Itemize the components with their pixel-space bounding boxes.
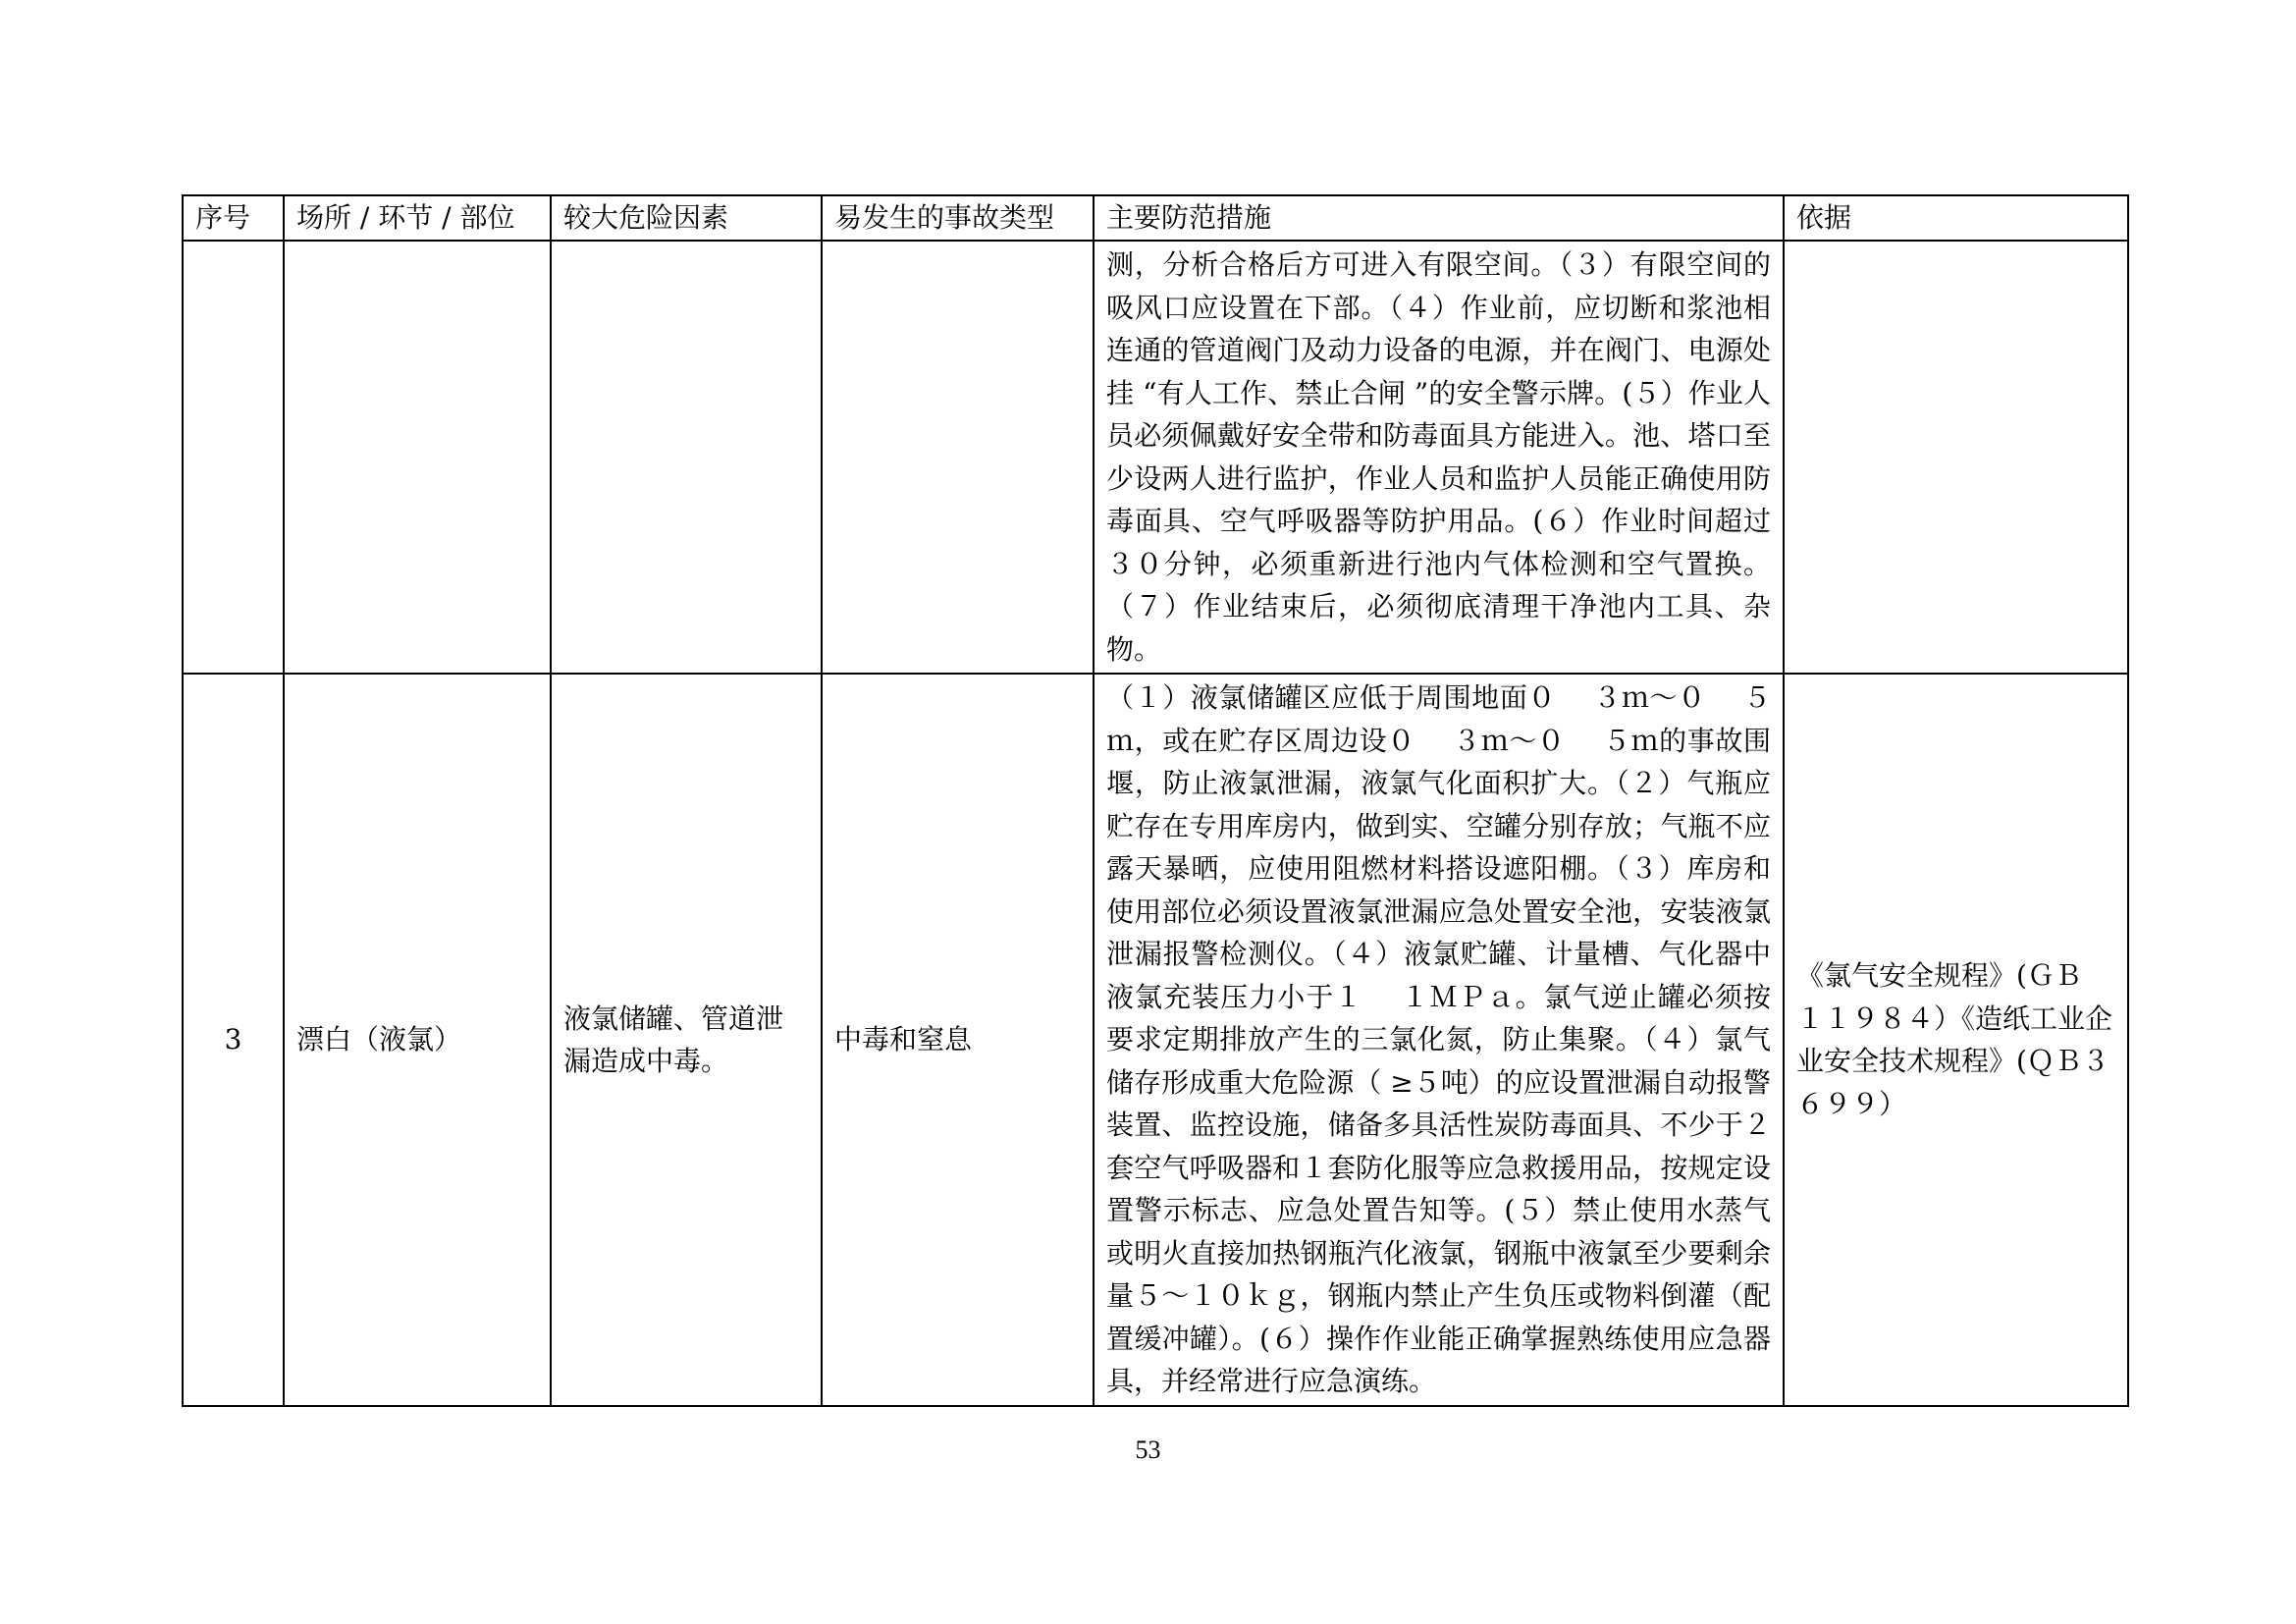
header-basis: 依据 [1784,195,2128,241]
page-number: 53 [1135,1435,1161,1464]
table-header-row [183,195,2128,241]
cell-place [284,241,551,674]
cell-basis [1784,241,2128,674]
header-accident-type: 易发生的事故类型 [822,195,1094,241]
hazard-table [182,194,2129,1407]
cell-accident-type: 中毒和窒息 [822,674,1094,1406]
cell-hazard [551,241,822,674]
table-row [183,241,2128,674]
cell-no: 3 [183,674,284,1406]
header-place: 场所 / 环节 / 部位 [284,195,551,241]
table-row [183,674,2128,1406]
header-measures: 主要防范措施 [1094,195,1784,241]
cell-place: 漂白（液氯） [284,674,551,1406]
cell-measures: 测，分析合格后方可进入有限空间。（３）有限空间的吸风口应设置在下部。（４）作业前，应切断和浆池相连通的管道阀门及动力设备的电源，并在阀门、电源处挂 “有人工作、禁止合闸 ”的安全警示牌。(５）作业人员必须佩戴好安全带和防毒面具方能进入。池、塔口至少设两人进行监护，作业人员和监护人员能正确使用防毒面具、空气呼吸器等防护用品。(６）作业时间超过３０分钟，必须重新进行池内气体检测和空气置换。（７）作业结束后，必须彻底清理干净池内工具、杂物。 [1094,241,1784,674]
header-hazard: 较大危险因素 [551,195,822,241]
header-no: 序号 [183,195,284,241]
cell-accident-type [822,241,1094,674]
cell-no [183,241,284,674]
cell-hazard: 液氯储罐、管道泄漏造成中毒。 [551,674,822,1406]
cell-basis: 《氯气安全规程》(ＧＢ １１９８４）《造纸工业企业安全技术规程》(ＱＢ３６９９） [1784,674,2128,1406]
cell-measures: （１）液氯储罐区应低于周围地面０ ３ｍ～０ ５ｍ，或在贮存区周边设０ ３ｍ～０ ５ｍ的事故围堰，防止液氯泄漏，液氯气化面积扩大。（２）气瓶应贮存在专用库房内，做到实、空罐分别存放；气瓶不应露天暴晒，应使用阻燃材料搭设遮阳棚。（３）库房和使用部位必须设置液氯泄漏应急处置安全池，安装液氯泄漏报警检测仪。（４）液氯贮罐、计量槽、气化器中液氯充装压力小于１ １ＭＰａ。氯气逆止罐必须按要求定期排放产生的三氯化氮，防止集聚。（４）氯气储存形成重大危险源（ ≥５吨）的应设置泄漏自动报警装置、监控设施，储备多具活性炭防毒面具、不少于２套空气呼吸器和１套防化服等应急救援用品，按规定设置警示标志、应急处置告知等。(５）禁止使用水蒸气或明火直接加热钢瓶汽化液氯，钢瓶中液氯至少要剩余量５～１０ｋｇ，钢瓶内禁止产生负压或物料倒灌（配置缓冲罐）。(６）操作作业能正确掌握熟练使用应急器具，并经常进行应急演练。 [1094,674,1784,1406]
